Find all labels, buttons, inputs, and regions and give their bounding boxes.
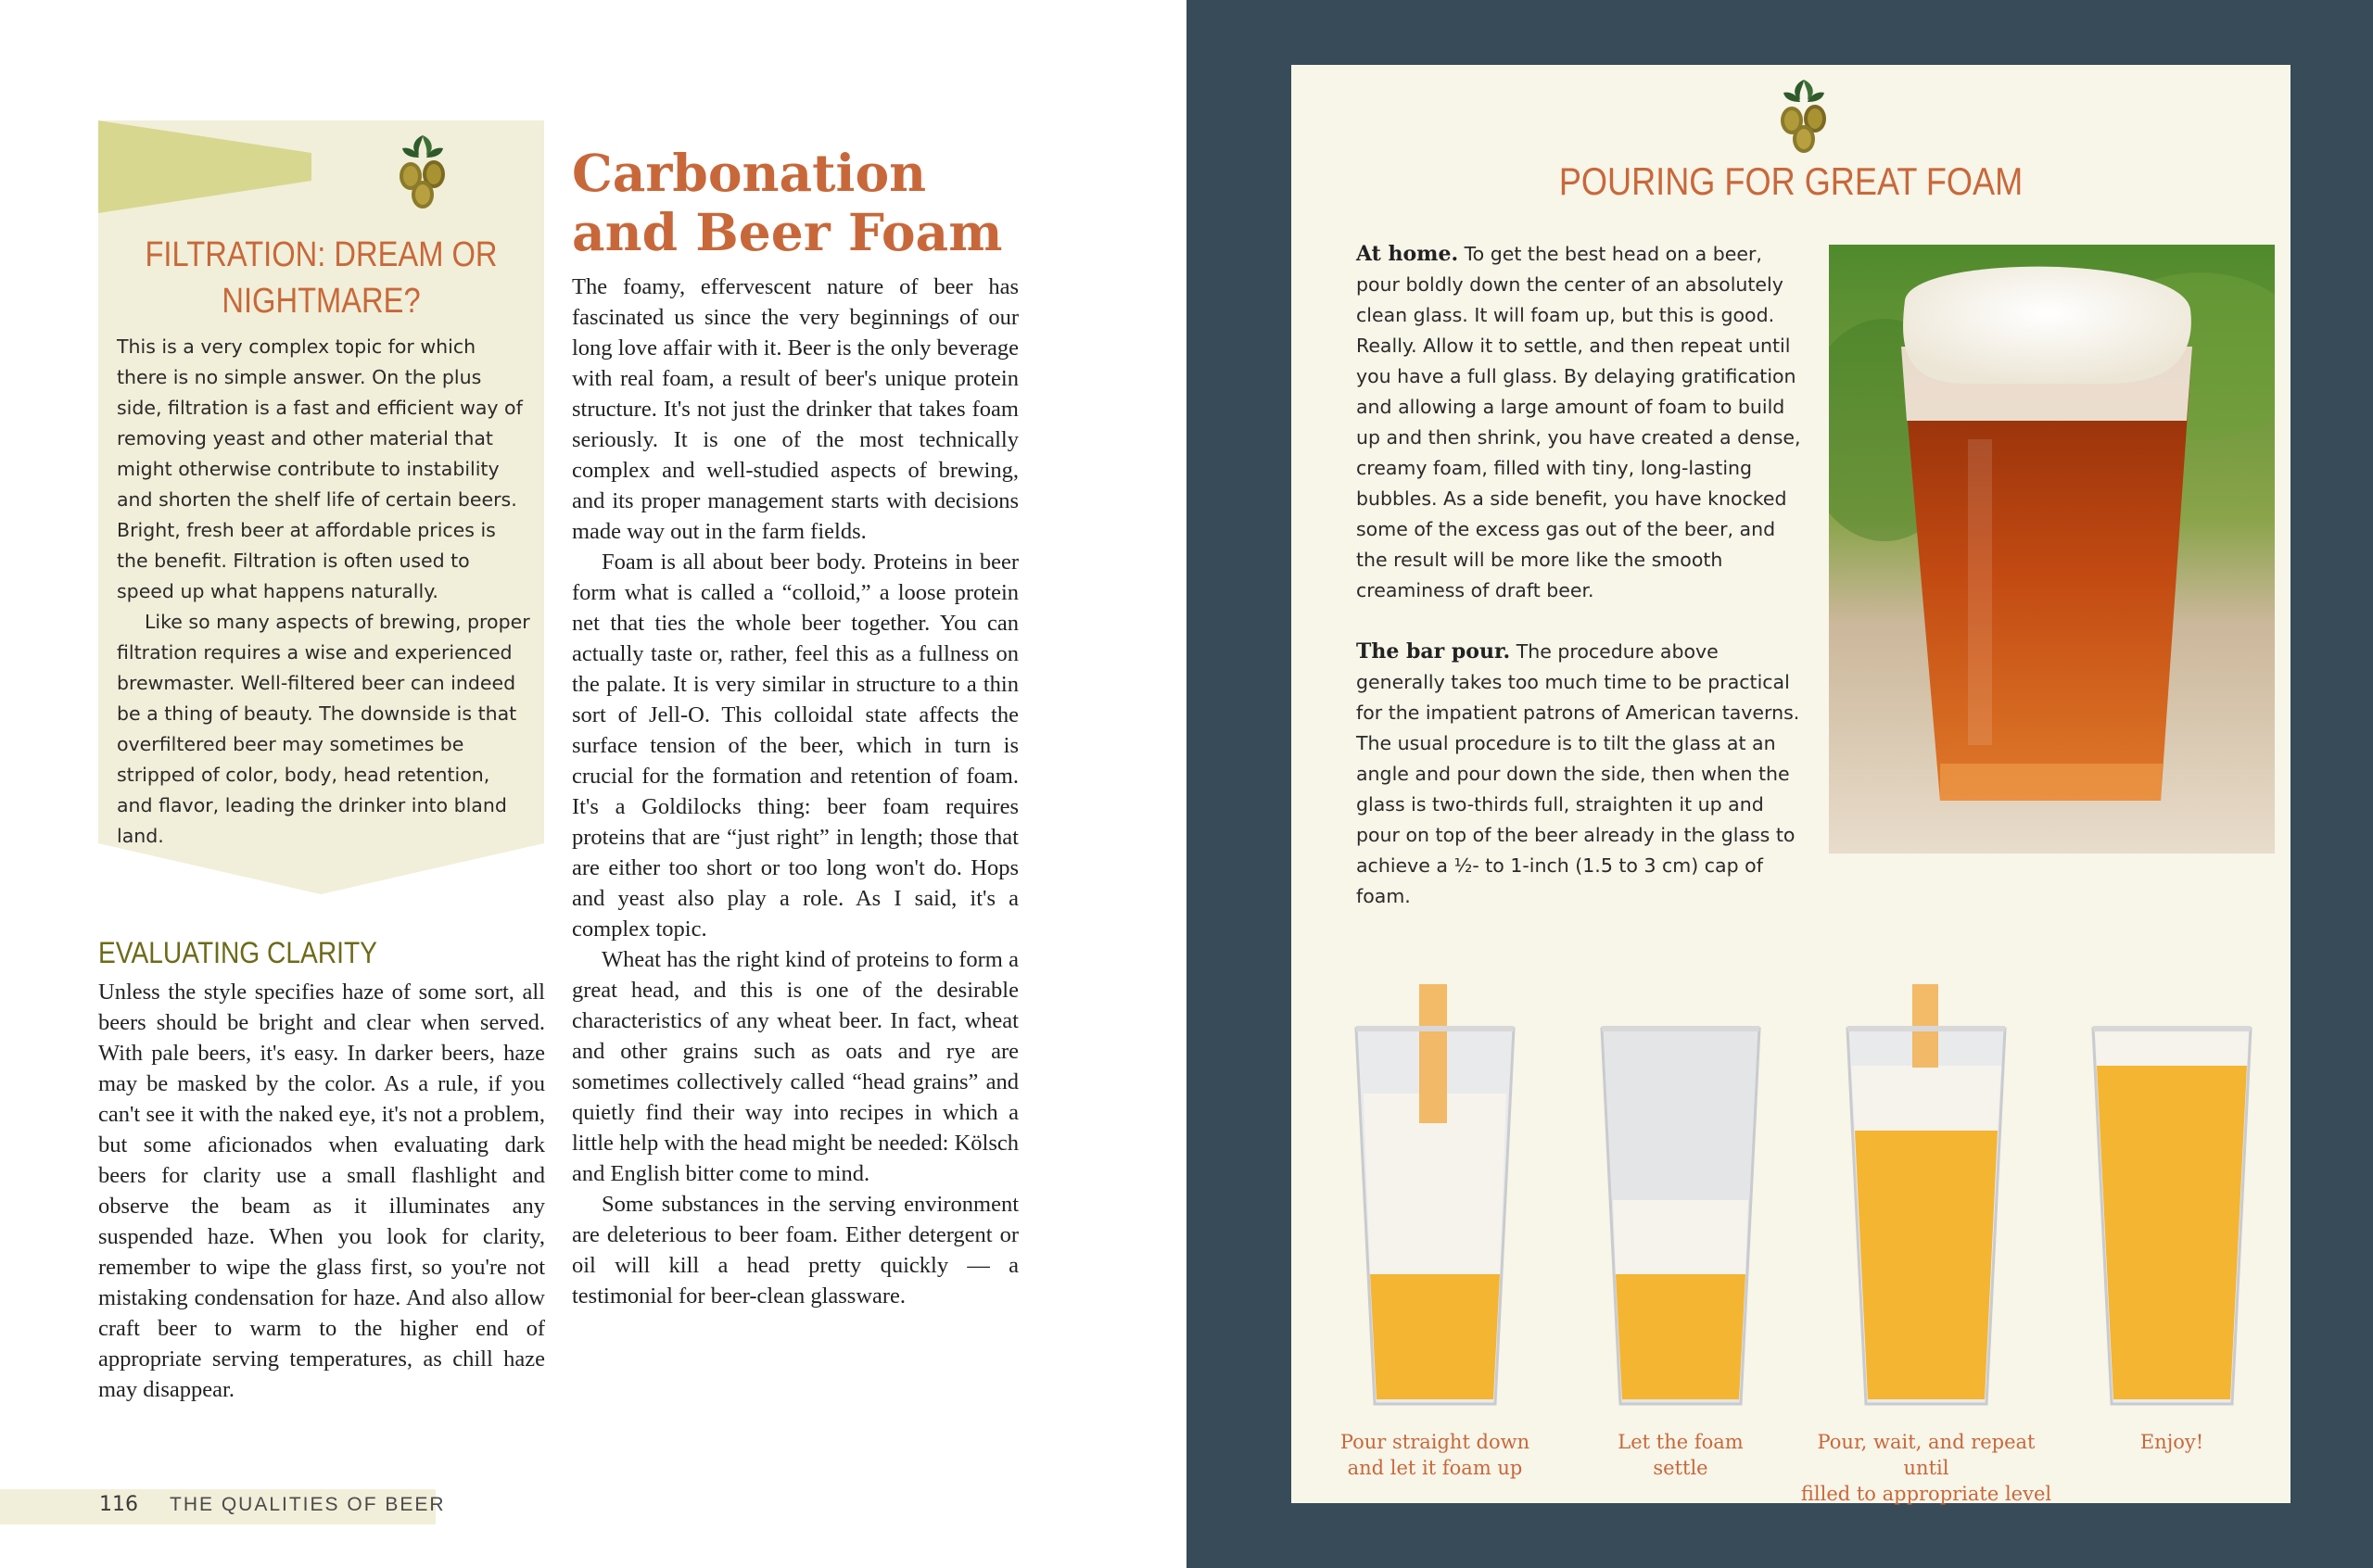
caption-line: and let it foam up <box>1347 1457 1523 1479</box>
beer-photo <box>1829 245 2275 854</box>
main-paragraph: Some substances in the serving environment are deleterious to beer foam. Either detergent or oil will kill a head pretty quickly — a testimonial for beer-clean glassware. <box>572 1192 1019 1309</box>
hops-icon <box>1767 74 1841 158</box>
main-paragraph: Foam is all about beer body. Proteins in beer form what is called a “colloid,” a loose protein net that ties the whole beer together. You can actually taste or, rather, feel this as a fullness on the palate. It is very similar in structure to a thin sort of Jell-O. This colloidal state affects the surface tension of the beer, which in turn is crucial for the formation and retention of foam. It's a Goldilocks thing: beer foam requires proteins that are “just right” in length; those that are either too short or too long won't do. Hops and yeast also play a role. As I said, it's a complex topic. <box>572 550 1019 942</box>
pouring-instructions <box>1356 239 1801 912</box>
step-caption <box>1314 1429 1555 1481</box>
glass-step-2 <box>1593 982 1769 1418</box>
main-paragraph: The foamy, effervescent nature of beer has fascinated us since the very beginnings of our long love affair with it. Beer is the only beverage with real foam, a result of beer's unique protein structure. It's not just the drinker that takes foam seriously. It is one of the most technically complex and well-studied aspects of brewing, and its proper management starts with decisions made way out in the farm fields. <box>572 274 1019 544</box>
hops-icon <box>386 130 460 213</box>
bar-pour-text: The procedure above generally takes too much time to be practical for the impatient patrons of American taverns. The usual procedure is to tilt the glass at an angle and pour down the side, then when the glass is two-thirds full, straighten it up and pour on top of the beer already in the glass to achieve a ½- to 1-inch (1.5 to 3 cm) cap of foam. <box>1356 640 1800 907</box>
clarity-body <box>98 977 545 1405</box>
box-title: POURING FOR GREAT FOAM <box>1558 159 2024 203</box>
bar-pour-lead: The bar pour. <box>1356 639 1511 664</box>
glass-step-1 <box>1347 982 1523 1418</box>
main-heading-line: Carbonation <box>572 143 927 203</box>
right-page <box>1186 0 2373 1568</box>
main-heading-line: and Beer Foam <box>572 202 1003 262</box>
main-heading <box>572 144 1002 262</box>
bar-pour-paragraph <box>1356 637 1801 912</box>
clarity-paragraph: Unless the style specifies haze of some sort, all beers should be bright and clear when served. With pale beers, it's easy. In darker beers, haze may be masked by the color. As a rule, if you can't see it with the naked eye, it's not a problem, but some aficionados when evaluating dark beers for clarity use a small flashlight and observe the beam as it illuminates any suspended haze. When you look for clarity, remember to wipe the glass first, so you're not mistaking condensation for haze. And also allow craft beer to warm to the higher end of appropriate serving temperatures, as chill haze may disappear. <box>98 980 545 1402</box>
caption-line: Pour straight down <box>1339 1431 1530 1453</box>
clarity-heading: EVALUATING CLARITY <box>98 936 377 969</box>
caption-line: Pour, wait, and repeat until <box>1817 1431 2036 1479</box>
step-caption <box>2051 1429 2292 1455</box>
at-home-lead: At home. <box>1356 242 1459 266</box>
page-number: 116 <box>99 1493 138 1516</box>
caption-line: Enjoy! <box>2139 1431 2204 1453</box>
main-paragraph: Wheat has the right kind of proteins to form a great head, and this is one of the desirable characteristics of any wheat beer. In fact, wheat and other grains such as oats and rye are sometimes collectively called “head grains” and quietly find their way into recipes in which a little help with the head might be needed: Kölsch and English bitter come to mind. <box>572 947 1019 1186</box>
sidebar-paragraph: This is a very complex topic for which there is no simple answer. On the plus side, filtration is a fast and efficient way of removing yeast and other material that might otherwise contribute to instability and shorten the shelf life of certain beers. Bright, fresh beer at affordable prices is the benefit. Filtration is often used to speed up what happens naturally. <box>117 335 523 602</box>
step-caption <box>1796 1429 2056 1507</box>
at-home-text: To get the best head on a beer, pour boldly down the center of an absolutely clean glass. It will foam up, but this is good. Really. Allow it to settle, and then repeat until you have a full glass. By delaying gratification and allowing a large amount of foam to build up and then shrink, you have created a dense, creamy foam, filled with tiny, long-lasting bubbles. As a side benefit, you have knocked some of the excess gas out of the beer, and the result will be more like the smooth creaminess of draft beer. <box>1356 243 1801 601</box>
glass-step-4 <box>2084 982 2260 1418</box>
pouring-sidebar-box <box>1291 65 2291 1503</box>
step-caption <box>1560 1429 1801 1481</box>
sidebar-body <box>117 332 530 852</box>
main-body <box>572 272 1019 1311</box>
left-page <box>0 0 1186 1568</box>
sidebar-title: FILTRATION: DREAM OR NIGHTMARE? <box>145 235 498 321</box>
glass-step-3 <box>1838 982 2014 1418</box>
filtration-sidebar <box>98 120 544 894</box>
running-head: THE QUALITIES OF BEER <box>170 1494 446 1515</box>
at-home-paragraph <box>1356 239 1801 606</box>
sidebar-paragraph: Like so many aspects of brewing, proper filtration requires a wise and experienced brewmaster. Well-filtered beer can indeed be a thing of beauty. The downside is that overfiltered beer may sometimes be stripped of color, body, head retention, and flavor, leading the drinker into bland land. <box>117 611 530 847</box>
caption-line: filled to appropriate level <box>1800 1483 2052 1505</box>
caption-line: settle <box>1653 1457 1708 1479</box>
caption-line: Let the foam <box>1618 1431 1744 1453</box>
